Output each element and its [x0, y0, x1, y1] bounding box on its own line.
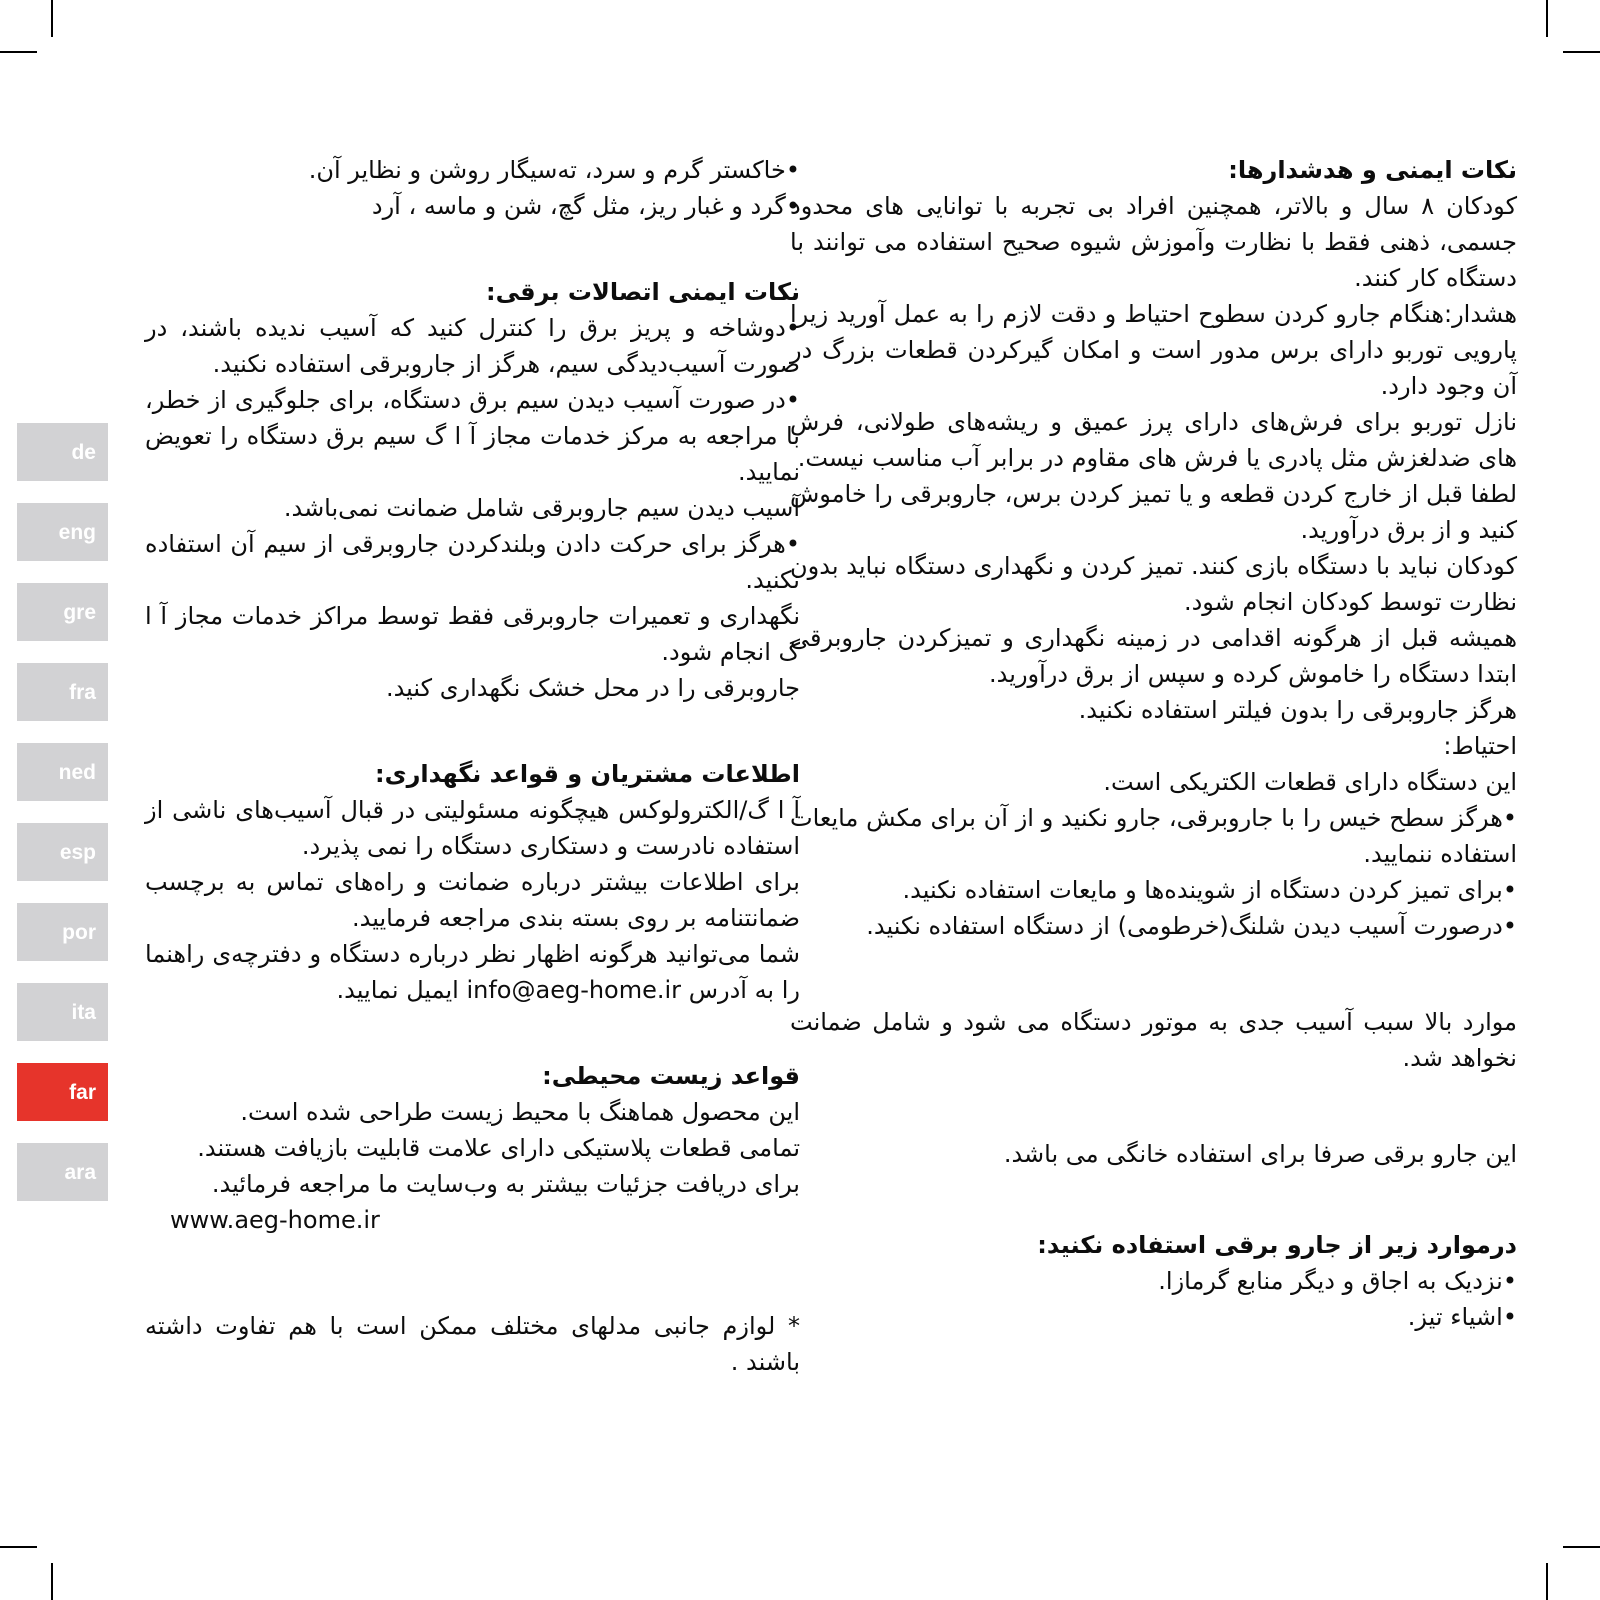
paragraph: برای اطلاعات بیشتر درباره ضمانت و راه‌های تماس به برچسب ضمانتنامه بر روی بسته بندی مراجعه فرمایید.	[145, 868, 800, 932]
paragraph: آسیب دیدن سیم جاروبرقی شامل ضمانت نمی‌باشد.	[283, 494, 800, 522]
crop-mark	[0, 1546, 37, 1548]
safety-column-left	[145, 152, 800, 1380]
paragraph: این دستگاه دارای قطعات الکتریکی است.	[1103, 768, 1517, 796]
language-tab-rail	[17, 423, 108, 1223]
paragraph: لطفا قبل از خارج کردن قطعه و یا تمیز کردن برس، جاروبرقی را خاموش کنید و از برق درآورید.	[790, 480, 1517, 544]
heading-do-not-use: درموارد زیر از جارو برقی استفاده نکنید:	[1037, 1231, 1517, 1259]
language-tab-label: esp	[59, 840, 96, 864]
language-tab-label: ara	[64, 1160, 96, 1184]
crop-mark	[1563, 1546, 1600, 1548]
language-tab-de[interactable]	[17, 423, 108, 481]
language-tab-fra[interactable]	[17, 663, 108, 721]
paragraph-warranty-note: موارد بالا سبب آسیب جدی به موتور دستگاه می شود و شامل ضمانت نخواهد شد.	[790, 1008, 1517, 1072]
paragraph: همیشه قبل از هرگونه اقدامی در زمینه نگهداری و تمیزکردن جاروبرقی ابتدا دستگاه را خاموش کرده و سپس از برق درآورید.	[790, 624, 1517, 688]
heading-electrical-safety: نکات ایمنی اتصالات برقی:	[486, 278, 800, 306]
language-tab-ned[interactable]	[17, 743, 108, 801]
paragraph-contact-email: شما می‌توانید هرگونه اظهار نظر درباره دستگاه و دفترچه‌ی راهنما را به آدرس info@aeg-home.ir ایمیل نمایید.	[145, 940, 800, 1004]
language-tab-gre[interactable]	[17, 583, 108, 641]
footnote-accessories: * لوازم جانبی مدلهای مختلف ممکن است با هم تفاوت داشته باشند .	[145, 1312, 800, 1376]
bullet-item: •خاکستر گرم و سرد، ته‌سیگار روشن و نظایر آن.	[308, 156, 800, 184]
crop-mark	[51, 1563, 53, 1600]
paragraph-caution-label: احتیاط:	[1443, 732, 1517, 760]
language-tab-label: far	[69, 1080, 96, 1104]
paragraph: برای دریافت جزئیات بیشتر به وب‌سایت ما مراجعه فرمائید.	[211, 1170, 800, 1198]
language-tab-por[interactable]	[17, 903, 108, 961]
language-tab-label: fra	[69, 680, 96, 704]
crop-mark	[0, 51, 37, 53]
heading-customer-info: اطلاعات مشتریان و قواعد نگهداری:	[375, 760, 800, 788]
language-tab-label: de	[71, 440, 96, 464]
language-tab-esp[interactable]	[17, 823, 108, 881]
bullet-item: •اشیاء تیز.	[1407, 1303, 1517, 1331]
paragraph: جاروبرقی را در محل خشک نگهداری کنید.	[385, 674, 800, 702]
language-tab-ara[interactable]	[17, 1143, 108, 1201]
bullet-item: •دوشاخه و پریز برق را کنترل کنید که آسیب ندیده باشند، در صورت آسیب‌دیدگی سیم، هرگز از جاروبرقی استفاده نکنید.	[145, 314, 800, 378]
language-tab-eng[interactable]	[17, 503, 108, 561]
crop-mark	[1563, 51, 1600, 53]
paragraph: آ ا گ/الکترولوکس هیچگونه مسئولیتی در قبال آسیب‌های ناشی از استفاده نادرست و دستکاری دستگاه را نمی پذیرد.	[145, 796, 800, 860]
bullet-item: •هرگز سطح خیس را با جاروبرقی، جارو نکنید و از آن برای مکش مایعات استفاده ننمایید.	[790, 804, 1517, 868]
paragraph: نگهداری و تعمیرات جاروبرقی فقط توسط مراکز خدمات مجاز آ ا گ انجام شود.	[145, 602, 800, 666]
language-tab-label: por	[62, 920, 96, 944]
crop-mark	[51, 0, 53, 37]
language-tab-label: eng	[58, 520, 96, 544]
paragraph: کودکان نباید با دستگاه بازی کنند. تمیز کردن و نگهداری دستگاه نباید بدون نظارت توسط کودکان انجام شود.	[790, 552, 1517, 616]
bullet-item: •نزدیک به اجاق و دیگر منابع گرمازا.	[1158, 1267, 1517, 1295]
heading-safety-warnings: نکات ایمنی و هدشدارها:	[1228, 156, 1517, 184]
website-url: www.aeg-home.ir	[170, 1206, 380, 1234]
bullet-item: •برای تمیز کردن دستگاه از شوینده‌ها و مایعات استفاده نکنید.	[902, 876, 1517, 904]
safety-column-right	[790, 152, 1517, 1335]
bullet-item: •هرگز برای حرکت دادن وبلندکردن جاروبرقی از سیم آن استفاده نکنید.	[145, 530, 800, 594]
bullet-item: •گرد و غبار ریز، مثل گچ، شن و ماسه ، آرد	[371, 192, 800, 220]
paragraph: کودکان ۸ سال و بالاتر، همچنین افراد بی تجربه با توانایی های محدود جسمی، ذهنی فقط با نظارت وآموزش شیوه صحیح استفاده می توانند با دستگاه کار کنند.	[790, 192, 1517, 292]
language-tab-label: gre	[63, 600, 96, 624]
crop-mark	[1546, 0, 1548, 37]
paragraph: نازل توربو برای فرش‌های دارای پرز عمیق و ریشه‌های طولانی، فرش های ضدلغزش مثل پادری یا فرش های مقاوم در برابر آب مناسب نیست.	[790, 408, 1517, 472]
paragraph-household-use: این جارو برقی صرفا برای استفاده خانگی می باشد.	[1003, 1140, 1517, 1168]
language-tab-ita[interactable]	[17, 983, 108, 1041]
paragraph: تمامی قطعات پلاستیکی دارای علامت قابلیت بازیافت هستند.	[197, 1134, 800, 1162]
heading-environment: قواعد زیست محیطی:	[542, 1062, 800, 1090]
bullet-item: •درصورت آسیب دیدن شلنگ(خرطومی) از دستگاه استفاده نکنید.	[866, 912, 1517, 940]
crop-mark	[1546, 1563, 1548, 1600]
bullet-item: •در صورت آسیب دیدن سیم برق دستگاه، برای جلوگیری از خطر، با مراجعه به مرکز خدمات مجاز آ ا گ سیم برق دستگاه را تعویض نمایید.	[145, 386, 800, 486]
language-tab-far-active[interactable]	[17, 1063, 108, 1121]
language-tab-label: ita	[71, 1000, 96, 1024]
paragraph: این محصول هماهنگ با محیط زیست طراحی شده است.	[240, 1098, 800, 1126]
language-tab-label: ned	[58, 760, 96, 784]
paragraph: هرگز جاروبرقی را بدون فیلتر استفاده نکنید.	[1078, 696, 1517, 724]
paragraph: هشدار:هنگام جارو کردن سطوح احتیاط و دقت لازم را به عمل آورید زیرا پارویی توربو دارای برس مدور است و امکان گیرکردن قطعات بزرگ در آن وجود دارد.	[790, 300, 1517, 400]
